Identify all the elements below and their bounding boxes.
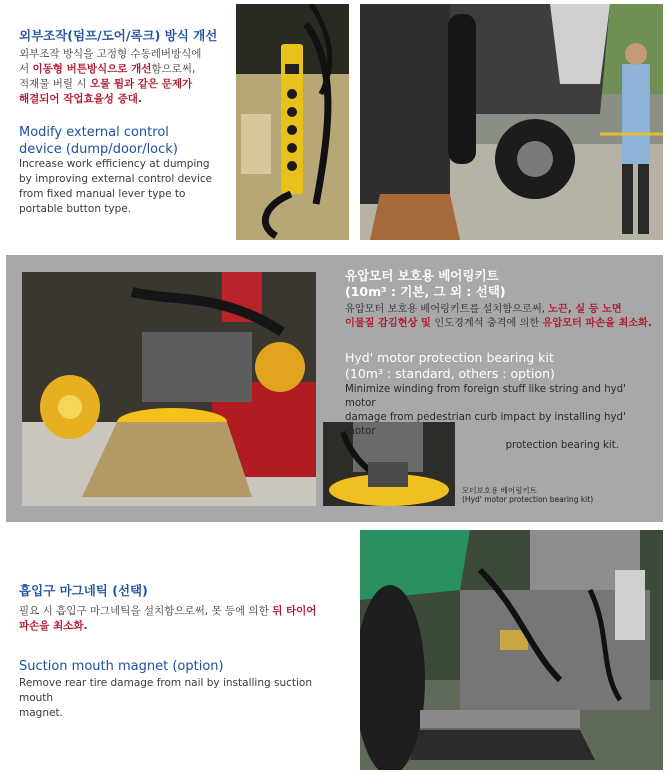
section1-desc-ko-line4 (19, 92, 234, 107)
text-segment: 유압모터 보호용 베어링키트를 설치함으로써, (345, 304, 549, 315)
section3-desc-ko-line1 (19, 604, 349, 619)
highlight-text: 해결되어 작업효율성 증대. (19, 93, 142, 105)
highlight-text: 이동형 버튼방식으로 개선 (32, 63, 152, 75)
section1-desc-en-line: portable button type. (19, 203, 132, 215)
section2-desc-en (345, 383, 657, 453)
suction-magnet-photo (360, 530, 663, 770)
highlight-text: 오물 튐과 같은 문제가 (89, 78, 193, 90)
section1-desc-en-line: Increase work efficiency at dumping (19, 158, 210, 170)
text-segment: 서 (19, 63, 33, 75)
caption-ko: 모터보호용 베어링키트 (462, 486, 537, 495)
highlight-text: 파손을 최소화. (19, 620, 88, 632)
highlight-text: 유압모터 파손을 최소화. (542, 318, 652, 329)
text-segment: 함으로써, (151, 63, 196, 75)
section1-title-en (19, 124, 178, 158)
bearing-kit-caption (462, 486, 593, 504)
section1-title-en-line1: Modify external control (19, 125, 169, 140)
section2-title-ko-line2: (10m³ : 기본, 그 외 : 선택) (345, 284, 506, 299)
text-segment: 필요 시 흡입구 마그네틱을 설치함으로써, 못 등에 의한 (19, 605, 273, 617)
section2-desc-en-line: damage from pedestrian curb impact by installing hyd' motor (345, 412, 626, 437)
section1-desc-ko-line2 (19, 62, 234, 77)
section1-desc-ko-line3 (19, 77, 234, 92)
section3-title-en: Suction mouth magnet (option) (19, 659, 224, 674)
section3-desc-en-line: magnet. (19, 707, 63, 719)
section1-desc-ko-line1: 외부조작 방식을 고정형 수동레버방식에 (19, 48, 202, 60)
section1-desc-en-line: from fixed manual lever type to (19, 188, 186, 200)
highlight-text: 노끈, 실 등 노면 (548, 304, 622, 315)
section2-title-ko (345, 268, 506, 300)
section2-title-en (345, 350, 555, 382)
caption-en: (Hyd' motor protection bearing kit) (462, 495, 594, 504)
section2-title-en-line2: (10m³ : standard, others : option) (345, 366, 555, 381)
section2-title-en-line1: Hyd' motor protection bearing kit (345, 350, 554, 365)
section1-desc-en-line: by improving external control device (19, 173, 213, 185)
section3-desc-ko (19, 604, 349, 634)
section1-title-ko: 외부조작(덤프/도어/록크) 방식 개선 (19, 28, 218, 43)
highlight-text: 이물질 감김현상 및 (345, 318, 435, 329)
section2-desc-en-line: Minimize winding from foreign stuff like string and hyd' motor (345, 384, 626, 409)
control-pendant-photo (236, 4, 349, 240)
section1-desc-ko (19, 47, 234, 107)
section2-desc-ko-line1 (345, 303, 657, 317)
text-segment: 적재물 버릴 시 (19, 78, 90, 90)
section3-desc-en (19, 676, 349, 721)
section3-title-ko: 흡입구 마그네틱 (선택) (19, 583, 148, 598)
section1-desc-en (19, 157, 234, 217)
truck-operator-photo (360, 4, 663, 240)
text-segment: 인도경계석 충격에 의한 (434, 318, 543, 329)
section2-title-ko-line1: 유압모터 보호용 베어링키트 (345, 268, 499, 283)
highlight-text: 뒤 타이어 (272, 605, 317, 617)
brush-assembly-photo (22, 272, 316, 506)
section2-desc-ko (345, 303, 657, 331)
section2-desc-en-line: protection bearing kit. (505, 440, 619, 451)
section1-title-en-line2: device (dump/door/lock) (19, 142, 178, 157)
section3-desc-ko-line2 (19, 619, 349, 634)
section2-desc-ko-line2 (345, 317, 657, 331)
section3-desc-en-line: Remove rear tire damage from nail by installing suction mouth (19, 677, 312, 704)
